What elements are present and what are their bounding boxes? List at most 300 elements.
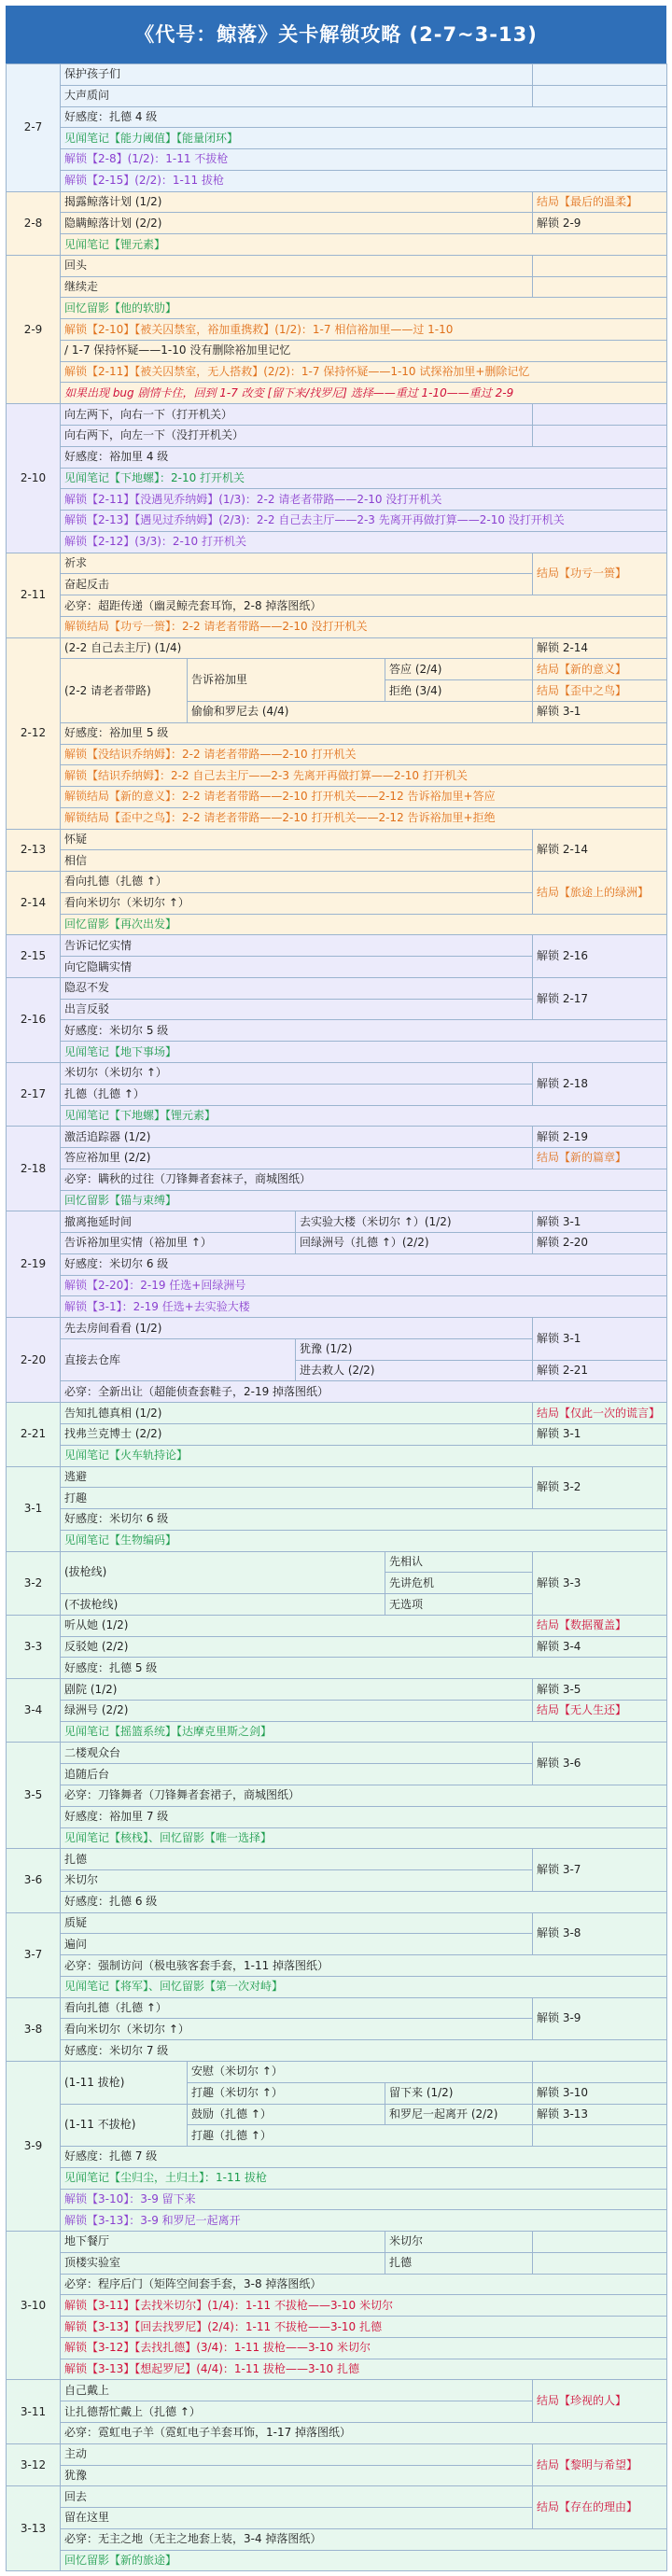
table-row <box>7 1020 667 1042</box>
table-row <box>7 531 667 553</box>
table-cell: / 1-7 保持怀疑——1-10 没有删除裕加里记忆 <box>61 340 667 361</box>
table-row <box>7 2189 667 2210</box>
table-row <box>7 1615 667 1636</box>
table-cell: 答应 (2/4) <box>385 659 533 680</box>
table-cell: 大声质问 <box>61 85 533 106</box>
table-cell: 解锁【3-12】【去找扎德】(3/4)：1-11 拔枪——3-10 米切尔 <box>61 2337 667 2359</box>
table-row <box>7 361 667 383</box>
table-cell: 见闻笔记【下地螺】：2-10 打开机关 <box>61 468 667 489</box>
table-row <box>7 1551 667 1573</box>
page-title: 《代号：鲸落》关卡解锁攻略 (2-7~3-13) <box>6 6 666 63</box>
table-cell: 结局【新的篇章】 <box>533 1148 667 1169</box>
table-cell: 看向扎德（扎德 ↑） <box>61 872 533 893</box>
table-cell: 解锁 2-18 <box>533 1062 667 1105</box>
table-cell: 解锁【2-11】【被关囚禁室，无人搭救】(2/2)：1-7 保持怀疑——1-10 试探裕加里+删除记忆 <box>61 361 667 383</box>
table-row <box>7 319 667 341</box>
table-cell: 解锁【2-10】【被关囚禁室，裕加重携救】(1/2)：1-7 相信裕加里——过 1-10 <box>61 319 667 341</box>
table-cell: 剧院 (1/2) <box>61 1679 533 1701</box>
table-row <box>7 2295 667 2317</box>
table-row <box>7 1403 667 1424</box>
table-cell: 回忆留影【新的旅途】 <box>61 2550 667 2571</box>
table-row <box>7 2486 667 2508</box>
table-cell: 鼓励（扎德 ↑） <box>188 2104 385 2125</box>
table-cell: 安慰（米切尔 ↑） <box>188 2061 533 2082</box>
table-row <box>7 637 667 659</box>
level-id: 3-10 <box>7 2232 61 2380</box>
table-cell: 解锁结局【功亏一篑】：2-2 请老者带路——2-10 没打开机关 <box>61 616 667 637</box>
table-row <box>7 1318 667 1339</box>
table-cell: 解锁【3-11】【去找米切尔】(1/4)：1-11 不拔枪——3-10 米切尔 <box>61 2295 667 2317</box>
level-id: 3-12 <box>7 2443 61 2486</box>
table-cell: 看向米切尔（米切尔 ↑） <box>61 2019 533 2040</box>
table-row <box>7 128 667 149</box>
table-cell: 结局【存在的理由】 <box>533 2486 667 2529</box>
table-row <box>7 2232 667 2253</box>
table-cell: 好感度：裕加里 5 级 <box>61 722 667 744</box>
table-cell: 结局【数据覆盖】 <box>533 1615 667 1636</box>
table-cell <box>533 276 667 298</box>
level-id: 2-20 <box>7 1318 61 1403</box>
table-row <box>7 383 667 404</box>
table-cell: 反驳她 (2/2) <box>61 1636 533 1658</box>
table-cell: 好感度：扎德 5 级 <box>61 1658 667 1679</box>
table-cell: 解锁【3-13】【想起罗尼】(4/4)：1-11 拔枪——3-10 扎德 <box>61 2359 667 2380</box>
table-cell: 结局【新的意义】 <box>533 659 667 680</box>
table-cell: 见闻笔记【摇篮系统】【达摩克里斯之剑】 <box>61 1721 667 1743</box>
table-row <box>7 2359 667 2380</box>
table-row <box>7 1253 667 1275</box>
table-cell: 解锁 2-14 <box>533 829 667 872</box>
table-cell: 找弗兰克博士 (2/2) <box>61 1424 533 1446</box>
table-cell: 绿洲号 (2/2) <box>61 1700 533 1721</box>
table-row <box>7 1042 667 1063</box>
level-id: 2-12 <box>7 637 61 829</box>
level-id: 2-7 <box>7 64 61 192</box>
table-cell <box>533 404 667 426</box>
table-cell: 偷偷和罗尼去 (4/4) <box>188 701 533 722</box>
table-cell: 解锁 3-4 <box>533 1636 667 1658</box>
level-id: 3-2 <box>7 1551 61 1615</box>
table-cell: 回去 <box>61 2486 533 2508</box>
table-cell: 解锁 3-7 <box>533 1849 667 1892</box>
table-cell: 必穿：霓虹电子羊（霓虹电子羊套耳饰，1-17 掉落图纸） <box>61 2422 667 2443</box>
table-row <box>7 511 667 532</box>
table-cell: 回忆留影【再次出发】 <box>61 914 667 935</box>
level-id: 3-5 <box>7 1743 61 1849</box>
table-row <box>7 1636 667 1658</box>
table-cell: 打趣（扎德 ↑） <box>188 2125 533 2147</box>
table-cell: 回忆留影【他的软肋】 <box>61 298 667 319</box>
table-row <box>7 2210 667 2232</box>
table-cell <box>533 2061 667 2082</box>
table-cell: 揭露鲸落计划 (1/2) <box>61 191 533 213</box>
table-cell: 让扎德帮忙戴上（扎德 ↑） <box>61 2401 533 2423</box>
table-cell: (1-11 不拔枪) <box>61 2104 188 2147</box>
table-row <box>7 722 667 744</box>
table-row <box>7 404 667 426</box>
table-row <box>7 1424 667 1446</box>
table-cell: 质疑 <box>61 1912 533 1934</box>
table-row <box>7 1148 667 1169</box>
table-cell <box>533 64 667 86</box>
table-cell: 和罗尼一起离开 (2/2) <box>385 2104 533 2125</box>
table-cell: 结局【歪中之鸟】 <box>533 680 667 702</box>
table-cell: 见闻笔记【能力阈值】【能量闭环】 <box>61 128 667 149</box>
table-cell: 无选项 <box>385 1594 533 1616</box>
table-cell: 解锁结局【歪中之鸟】：2-2 请老者带路——2-10 打开机关——2-12 告诉裕加里+拒绝 <box>61 807 667 829</box>
table-row <box>7 2147 667 2168</box>
table-cell: 解锁 3-1 <box>533 1318 667 1361</box>
table-row <box>7 106 667 128</box>
table-row <box>7 191 667 213</box>
table-cell: 扎德 <box>61 1849 533 1870</box>
table-cell: 必穿：超距传递（幽灵鲸壳套耳饰，2-8 掉落图纸） <box>61 595 667 617</box>
table-cell: 好感度：米切尔 7 级 <box>61 2040 667 2062</box>
table-cell: 相信 <box>61 850 533 872</box>
table-cell: 解锁 3-10 <box>533 2082 667 2104</box>
table-row <box>7 2061 667 2082</box>
table-row <box>7 170 667 191</box>
table-cell: 结局【无人生还】 <box>533 1700 667 1721</box>
table-cell: 解锁 2-21 <box>533 1360 667 1381</box>
table-cell: 见闻笔记【锂元素】 <box>61 234 667 256</box>
table-cell <box>533 2232 667 2253</box>
table-cell: (2-2 请老者带路) <box>61 659 188 722</box>
table-row <box>7 2167 667 2189</box>
table-cell: 解锁【3-1】：2-19 任选+去实验大楼 <box>61 1296 667 1318</box>
table-cell: 米切尔 <box>385 2232 533 2253</box>
table-cell: 解锁【没结识乔纳姆】：2-2 请老者带路——2-10 打开机关 <box>61 744 667 765</box>
table-cell: (拔枪线) <box>61 1551 385 1594</box>
table-cell: 必穿：强制访问（极电骇客套手套，1-11 掉落图纸） <box>61 1955 667 1977</box>
table-cell: 解锁 3-3 <box>533 1551 667 1615</box>
table-cell: 必穿：瞒秋的过往（刀锋舞者套袜子，商城图纸） <box>61 1169 667 1190</box>
table-cell: 打趣（米切尔 ↑） <box>188 2082 385 2104</box>
table-cell: 犹豫 <box>61 2465 533 2486</box>
level-id: 2-11 <box>7 553 61 637</box>
table-cell: 解锁【2-13】【遇见过乔纳姆】(2/3)：2-2 自己去主厅——2-3 先离开再做打算——2-10 没打开机关 <box>61 511 667 532</box>
table-row <box>7 1466 667 1488</box>
table-cell: 解锁 3-1 <box>533 701 667 722</box>
table-cell: 答应裕加里 (2/2) <box>61 1148 533 1169</box>
table-cell: 解锁 3-8 <box>533 1912 667 1955</box>
table-cell: 去实验大楼（米切尔 ↑）(1/2) <box>296 1211 533 1233</box>
table-cell: 见闻笔记【下地螺】【锂元素】 <box>61 1105 667 1127</box>
table-row <box>7 787 667 808</box>
table-cell: 解锁【2-8】(1/2)：1-11 不拔枪 <box>61 149 667 171</box>
table-cell: 必穿：程序后门（矩阵空间套手套，3-8 掉落图纸） <box>61 2274 667 2295</box>
table-row <box>7 1891 667 1912</box>
table-cell: 结局【黎明与希望】 <box>533 2443 667 2486</box>
table-row <box>7 149 667 171</box>
table-cell: 见闻笔记【核栈】、回忆留影【唯一选择】 <box>61 1827 667 1849</box>
table-row <box>7 276 667 298</box>
table-cell: 解锁【2-20】：2-19 任选+回绿洲号 <box>61 1275 667 1296</box>
table-row <box>7 1849 667 1870</box>
table-row <box>7 616 667 637</box>
table-cell: 隐忍不发 <box>61 977 533 999</box>
table-cell: 结局【功亏一篑】 <box>533 553 667 595</box>
table-cell: 结局【珍视的人】 <box>533 2380 667 2423</box>
table-cell: 顶楼实验室 <box>61 2252 385 2274</box>
table-row <box>7 2274 667 2295</box>
table-row <box>7 2422 667 2443</box>
level-id: 2-8 <box>7 191 61 255</box>
table-cell: 解锁【2-12】(3/3)：2-10 打开机关 <box>61 531 667 553</box>
level-id: 2-18 <box>7 1127 61 1211</box>
table-cell <box>533 2252 667 2274</box>
table-cell: 自己戴上 <box>61 2380 533 2401</box>
table-cell: 怀疑 <box>61 829 533 850</box>
table-cell: 回绿洲号（扎德 ↑）(2/2) <box>296 1233 533 1254</box>
level-id: 2-17 <box>7 1062 61 1126</box>
level-id: 2-9 <box>7 255 61 403</box>
level-id: 3-3 <box>7 1615 61 1678</box>
table-row <box>7 2252 667 2274</box>
table-cell: 扎德 <box>385 2252 533 2274</box>
table-cell: 解锁【3-13】【回去找罗尼】(2/4)：1-11 不拔枪——3-10 扎德 <box>61 2317 667 2338</box>
table-cell: 解锁【结识乔纳姆】：2-2 自己去主厅——2-3 先离开再做打算——2-10 打开机关 <box>61 765 667 787</box>
level-id: 2-19 <box>7 1211 61 1318</box>
table-cell: 进去救人 (2/2) <box>296 1360 533 1381</box>
level-id: 2-21 <box>7 1403 61 1466</box>
table-row <box>7 2380 667 2401</box>
table-cell: 逃避 <box>61 1466 533 1488</box>
table-row <box>7 1211 667 1233</box>
level-id: 2-13 <box>7 829 61 872</box>
table-row <box>7 2040 667 2062</box>
table-row <box>7 914 667 935</box>
level-id: 3-9 <box>7 2061 61 2231</box>
table-cell: 解锁【3-10】：3-9 留下来 <box>61 2189 667 2210</box>
table-cell: 直接去仓库 <box>61 1338 296 1381</box>
table-row <box>7 1127 667 1148</box>
table-row <box>7 1233 667 1254</box>
table-cell: 必穿：无主之地（无主之地套上装，3-4 掉落图纸） <box>61 2528 667 2550</box>
table-cell: 见闻笔记【火车轨持论】 <box>61 1445 667 1466</box>
table-cell: 留在这里 <box>61 2508 533 2529</box>
level-id: 3-8 <box>7 1997 61 2061</box>
table-cell: 解锁【2-11】【没遇见乔纳姆】(1/3)：2-2 请老者带路——2-10 没打开机关 <box>61 489 667 511</box>
table-cell <box>533 426 667 447</box>
table-cell: 告诉记忆实情 <box>61 935 533 957</box>
table-row <box>7 213 667 234</box>
table-row <box>7 255 667 276</box>
level-id: 2-14 <box>7 872 61 935</box>
table-cell: (1-11 拔枪) <box>61 2061 188 2104</box>
table-cell: 米切尔（米切尔 ↑） <box>61 1062 533 1084</box>
table-cell: 犹豫 (1/2) <box>296 1338 533 1360</box>
table-row <box>7 1190 667 1211</box>
table-row <box>7 595 667 617</box>
table-cell: 好感度：米切尔 5 级 <box>61 1020 667 1042</box>
level-id: 2-16 <box>7 977 61 1062</box>
table-row <box>7 468 667 489</box>
table-row <box>7 1976 667 1997</box>
table-row <box>7 1955 667 1977</box>
table-cell <box>533 255 667 276</box>
table-cell: 向它隐瞒实情 <box>61 957 533 978</box>
table-cell: 向左两下，向右一下（打开机关） <box>61 404 533 426</box>
table-cell: 好感度：裕加里 4 级 <box>61 446 667 468</box>
table-cell: 好感度：扎德 4 级 <box>61 106 667 128</box>
table-cell: 先讲危机 <box>385 1573 533 1594</box>
table-row <box>7 446 667 468</box>
table-cell: 如果出现 bug 剧情卡住，回到 1-7 改变 [留下来/找罗尼] 选择——重过 1-10——重过 2-9 <box>61 383 667 404</box>
table-cell: 解锁【2-15】(2/2)：1-11 拔枪 <box>61 170 667 191</box>
table-row <box>7 659 667 680</box>
table-cell: 回头 <box>61 255 533 276</box>
table-row <box>7 85 667 106</box>
table-cell: 留下来 (1/2) <box>385 2082 533 2104</box>
table-cell: 解锁 2-17 <box>533 977 667 1020</box>
table-cell: 隐瞒鲸落计划 (2/2) <box>61 213 533 234</box>
table-cell: 看向米切尔（米切尔 ↑） <box>61 892 533 914</box>
table-cell: 解锁 2-14 <box>533 637 667 659</box>
table-row <box>7 1912 667 1934</box>
table-cell: 解锁 2-20 <box>533 1233 667 1254</box>
table-cell: 回忆留影【锚与束缚】 <box>61 1190 667 1211</box>
table-cell: 保护孩子们 <box>61 64 533 86</box>
table-cell: 见闻笔记【将军】、回忆留影【第一次对峙】 <box>61 1976 667 1997</box>
table-cell: 解锁【3-13】：3-9 和罗尼一起离开 <box>61 2210 667 2232</box>
table-row <box>7 1743 667 1764</box>
table-cell <box>533 2125 667 2147</box>
table-row <box>7 1721 667 1743</box>
table-cell: 解锁 3-1 <box>533 1424 667 1446</box>
table-cell: 奋起反击 <box>61 574 533 595</box>
table-cell: 二楼观众台 <box>61 1743 533 1764</box>
table-row <box>7 489 667 511</box>
table-cell: 主动 <box>61 2443 533 2465</box>
table-cell: 祈求 <box>61 553 533 574</box>
table-row <box>7 1997 667 2019</box>
table-row <box>7 744 667 765</box>
table-row <box>7 298 667 319</box>
table-row <box>7 1296 667 1318</box>
table-cell: 追随后台 <box>61 1764 533 1785</box>
table-cell: 结局【仅此一次的谎言】 <box>533 1403 667 1424</box>
table-row <box>7 2337 667 2359</box>
table-cell: 解锁 2-9 <box>533 213 667 234</box>
table-cell: 先去房间看看 (1/2) <box>61 1318 533 1339</box>
table-cell: (2-2 自己去主厅) (1/4) <box>61 637 533 659</box>
table-row <box>7 1658 667 1679</box>
table-cell: 见闻笔记【尘归尘，土归土】：1-11 拔枪 <box>61 2167 667 2189</box>
table-cell: 好感度：扎德 6 级 <box>61 1891 667 1912</box>
table-cell: 好感度：米切尔 6 级 <box>61 1509 667 1531</box>
table-cell: 继续走 <box>61 276 533 298</box>
level-id: 3-13 <box>7 2486 61 2571</box>
table-cell: 解锁 3-6 <box>533 1743 667 1785</box>
table-cell: 看向扎德（扎德 ↑） <box>61 1997 533 2019</box>
table-row <box>7 1445 667 1466</box>
table-row <box>7 553 667 574</box>
table-row <box>7 1062 667 1084</box>
table-row <box>7 1509 667 1531</box>
table-cell: 向右两下，向左一下（没打开机关） <box>61 426 533 447</box>
table-cell: 告诉裕加里 <box>188 659 385 702</box>
table-row <box>7 426 667 447</box>
table-cell <box>533 85 667 106</box>
table-cell: 结局【最后的温柔】 <box>533 191 667 213</box>
table-row <box>7 2317 667 2338</box>
table-row <box>7 1700 667 1721</box>
table-cell: 先相认 <box>385 1551 533 1573</box>
table-row <box>7 1785 667 1807</box>
table-cell: 见闻笔记【地下事场】 <box>61 1042 667 1063</box>
table-row <box>7 1275 667 1296</box>
table-cell: 见闻笔记【生物编码】 <box>61 1530 667 1551</box>
table-row <box>7 935 667 957</box>
level-id: 3-11 <box>7 2380 61 2443</box>
table-cell: 遍问 <box>61 1934 533 1955</box>
table-row <box>7 977 667 999</box>
table-cell: 必穿：刀锋舞者（刀锋舞者套裙子，商城图纸） <box>61 1785 667 1807</box>
table-row <box>7 64 667 86</box>
table-row <box>7 829 667 850</box>
table-cell: 解锁 3-9 <box>533 1997 667 2040</box>
table-cell: 好感度：扎德 7 级 <box>61 2147 667 2168</box>
table-cell: 撤离拖延时间 <box>61 1211 296 1233</box>
table-cell: 地下餐厅 <box>61 2232 385 2253</box>
table-cell: 结局【旅途上的绿洲】 <box>533 872 667 915</box>
table-row <box>7 1530 667 1551</box>
table-row <box>7 2528 667 2550</box>
table-cell: 告诉裕加里实情（裕加里 ↑） <box>61 1233 296 1254</box>
level-id: 3-7 <box>7 1912 61 1997</box>
table-cell: 出言反驳 <box>61 999 533 1020</box>
table-cell: 解锁 3-2 <box>533 1466 667 1509</box>
table-row <box>7 1169 667 1190</box>
table-cell: 解锁结局【新的意义】：2-2 请老者带路——2-10 打开机关——2-12 告诉裕加里+答应 <box>61 787 667 808</box>
table-row <box>7 872 667 893</box>
table-row <box>7 807 667 829</box>
table-row <box>7 2443 667 2465</box>
level-id: 3-1 <box>7 1466 61 1551</box>
table-row <box>7 2104 667 2125</box>
table-cell: 解锁 2-16 <box>533 935 667 978</box>
table-cell: 必穿：全新出让（超能侦查套鞋子，2-19 掉落图纸） <box>61 1381 667 1403</box>
table-row <box>7 234 667 256</box>
table-row <box>7 340 667 361</box>
table-cell: 告知扎德真相 (1/2) <box>61 1403 533 1424</box>
table-cell: 解锁 3-5 <box>533 1679 667 1701</box>
table-cell: 激活追踪器 (1/2) <box>61 1127 533 1148</box>
level-id: 2-15 <box>7 935 61 978</box>
table-cell: 好感度：裕加里 7 级 <box>61 1806 667 1827</box>
table-row <box>7 2550 667 2571</box>
table-cell: 扎德（扎德 ↑） <box>61 1084 533 1105</box>
table-cell: 米切尔 <box>61 1870 533 1892</box>
table-row <box>7 1105 667 1127</box>
table-row <box>7 1381 667 1403</box>
table-cell: 解锁 2-19 <box>533 1127 667 1148</box>
table-cell: 好感度：米切尔 6 级 <box>61 1253 667 1275</box>
table-row <box>7 1827 667 1849</box>
table-cell: 解锁 3-1 <box>533 1211 667 1233</box>
level-id: 3-4 <box>7 1679 61 1743</box>
level-id: 2-10 <box>7 404 61 553</box>
table-row <box>7 765 667 787</box>
table-cell: 解锁 3-13 <box>533 2104 667 2125</box>
level-id: 3-6 <box>7 1849 61 1912</box>
table-cell: 听从她 (1/2) <box>61 1615 533 1636</box>
table-cell: 打趣 <box>61 1488 533 1509</box>
table-cell: (不拔枪线) <box>61 1594 385 1616</box>
table-row <box>7 1679 667 1701</box>
table-cell: 拒绝 (3/4) <box>385 680 533 702</box>
